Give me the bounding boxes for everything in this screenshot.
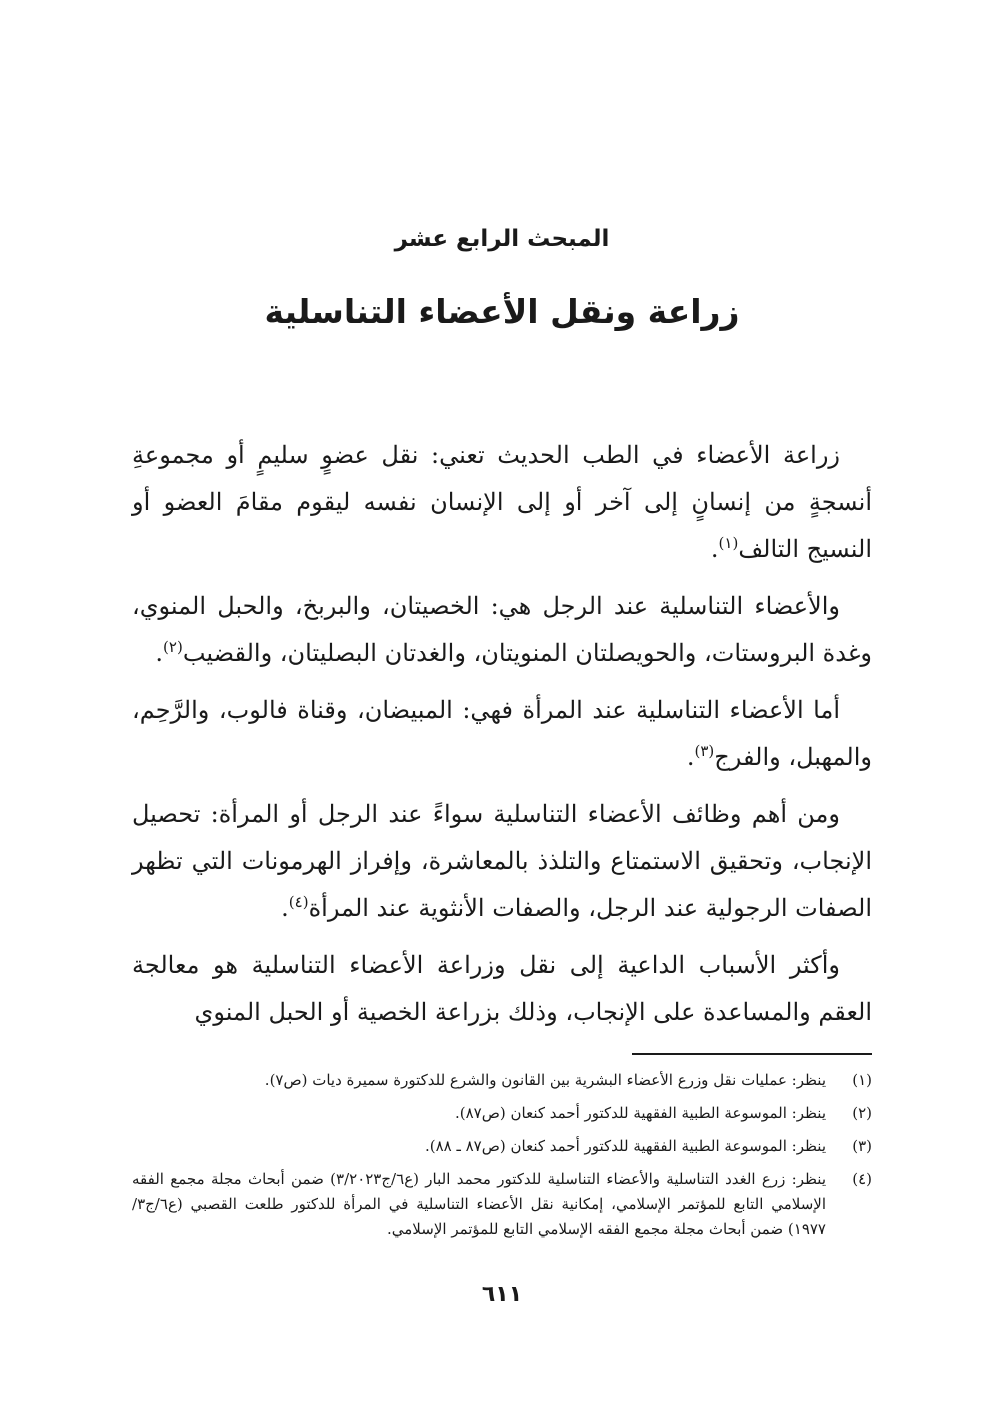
footnote-number: (٤) [852, 1170, 872, 1188]
footnote-number: (٣) [852, 1137, 872, 1155]
footnote-text: ينظر: عمليات نقل وزرع الأعضاء البشرية بين القانون والشرع للدكتورة سميرة ديات (ص٧). [264, 1071, 826, 1089]
section-title: زراعة ونقل الأعضاء التناسلية [264, 292, 740, 331]
footnote-ref-2[interactable]: (٢) [163, 638, 183, 656]
footnote-ref-1[interactable]: (١) [718, 534, 739, 552]
footnote-divider [632, 1053, 872, 1055]
paragraph-5 [132, 942, 872, 1036]
paragraph-text: ومن أهم وظائف الأعضاء التناسلية سواءً عند الرجل أو المرأة: تحصيل الإنجاب، وتحقيق الاستمتاع والتلذذ بالمعاشرة، وإفراز الهرمونات التي تظهر الصفات الرجولية عند الرجل، والصفات الأنثوية عند المرأة [132, 800, 872, 922]
footnote-number: (١) [852, 1071, 872, 1089]
page-number: ٦١١ [481, 1282, 523, 1307]
paragraph-end: . [710, 535, 719, 563]
paragraph-3 [132, 687, 872, 781]
section-label: المبحث الرابع عشر [394, 226, 610, 252]
footnote-ref-4[interactable]: (٤) [288, 893, 309, 911]
paragraph-end: . [686, 743, 695, 771]
body-text [132, 432, 872, 1046]
paragraph-end: . [281, 894, 289, 922]
paragraph-end: . [155, 639, 164, 667]
paragraph-text: وأكثر الأسباب الداعية إلى نقل وزراعة الأعضاء التناسلية هو معالجة العقم والمساعدة على الإنجاب، وذلك بزراعة الخصية أو الحبل المنوي [132, 951, 872, 1026]
footnote-text: ينظر: زرع الغدد التناسلية والأعضاء التناسلية للدكتور محمد البار (ع٦/ج٣/٢٠٢٣) ضمن أبحاث مجلة مجمع الفقه الإسلامي التابع للمؤتمر الإسلامي، إمكانية نقل الأعضاء التناسلية في المرأة للدكتور طلعت القصبي (ع٦/ج٣/ ١٩٧٧) ضمن أبحاث مجلة مجمع الفقه الإسلامي التابع للمؤتمر الإسلامي. [132, 1170, 826, 1238]
paragraph-text: زراعة الأعضاء في الطب الحديث تعني: نقل عضوٍ سليمٍ أو مجموعةِ أنسجةٍ من إنسانٍ إلى آخر أو إلى الإنسان نفسه ليقوم مقامَ العضو أو النسيج التالف [132, 441, 872, 563]
footnote-3 [132, 1134, 872, 1159]
paragraph-text: أما الأعضاء التناسلية عند المرأة فهي: المبيضان، وقناة فالوب، والرَّحِم، والمهبل، والفرج [132, 696, 872, 771]
footnote-text: ينظر: الموسوعة الطبية الفقهية للدكتور أحمد كنعان (ص٨٧). [455, 1104, 826, 1122]
footnote-ref-3[interactable]: (٣) [694, 742, 715, 760]
footnotes-list [132, 1068, 872, 1250]
paragraph-4 [132, 791, 872, 932]
footnote-4 [132, 1167, 872, 1242]
footnote-number: (٢) [852, 1104, 872, 1122]
paragraph-2 [132, 583, 872, 677]
footnote-1 [132, 1068, 872, 1093]
footnote-text: ينظر: الموسوعة الطبية الفقهية للدكتور أحمد كنعان (ص٨٧ ـ ٨٨). [424, 1137, 826, 1155]
paragraph-1 [132, 432, 872, 573]
paragraph-text: والأعضاء التناسلية عند الرجل هي: الخصيتان، والبربخ، والحبل المنوي، وغدة البروستات، والحويصلتان المنويتان، والغدتان البصليتان، والقضيب [132, 592, 872, 667]
footnote-2 [132, 1101, 872, 1126]
